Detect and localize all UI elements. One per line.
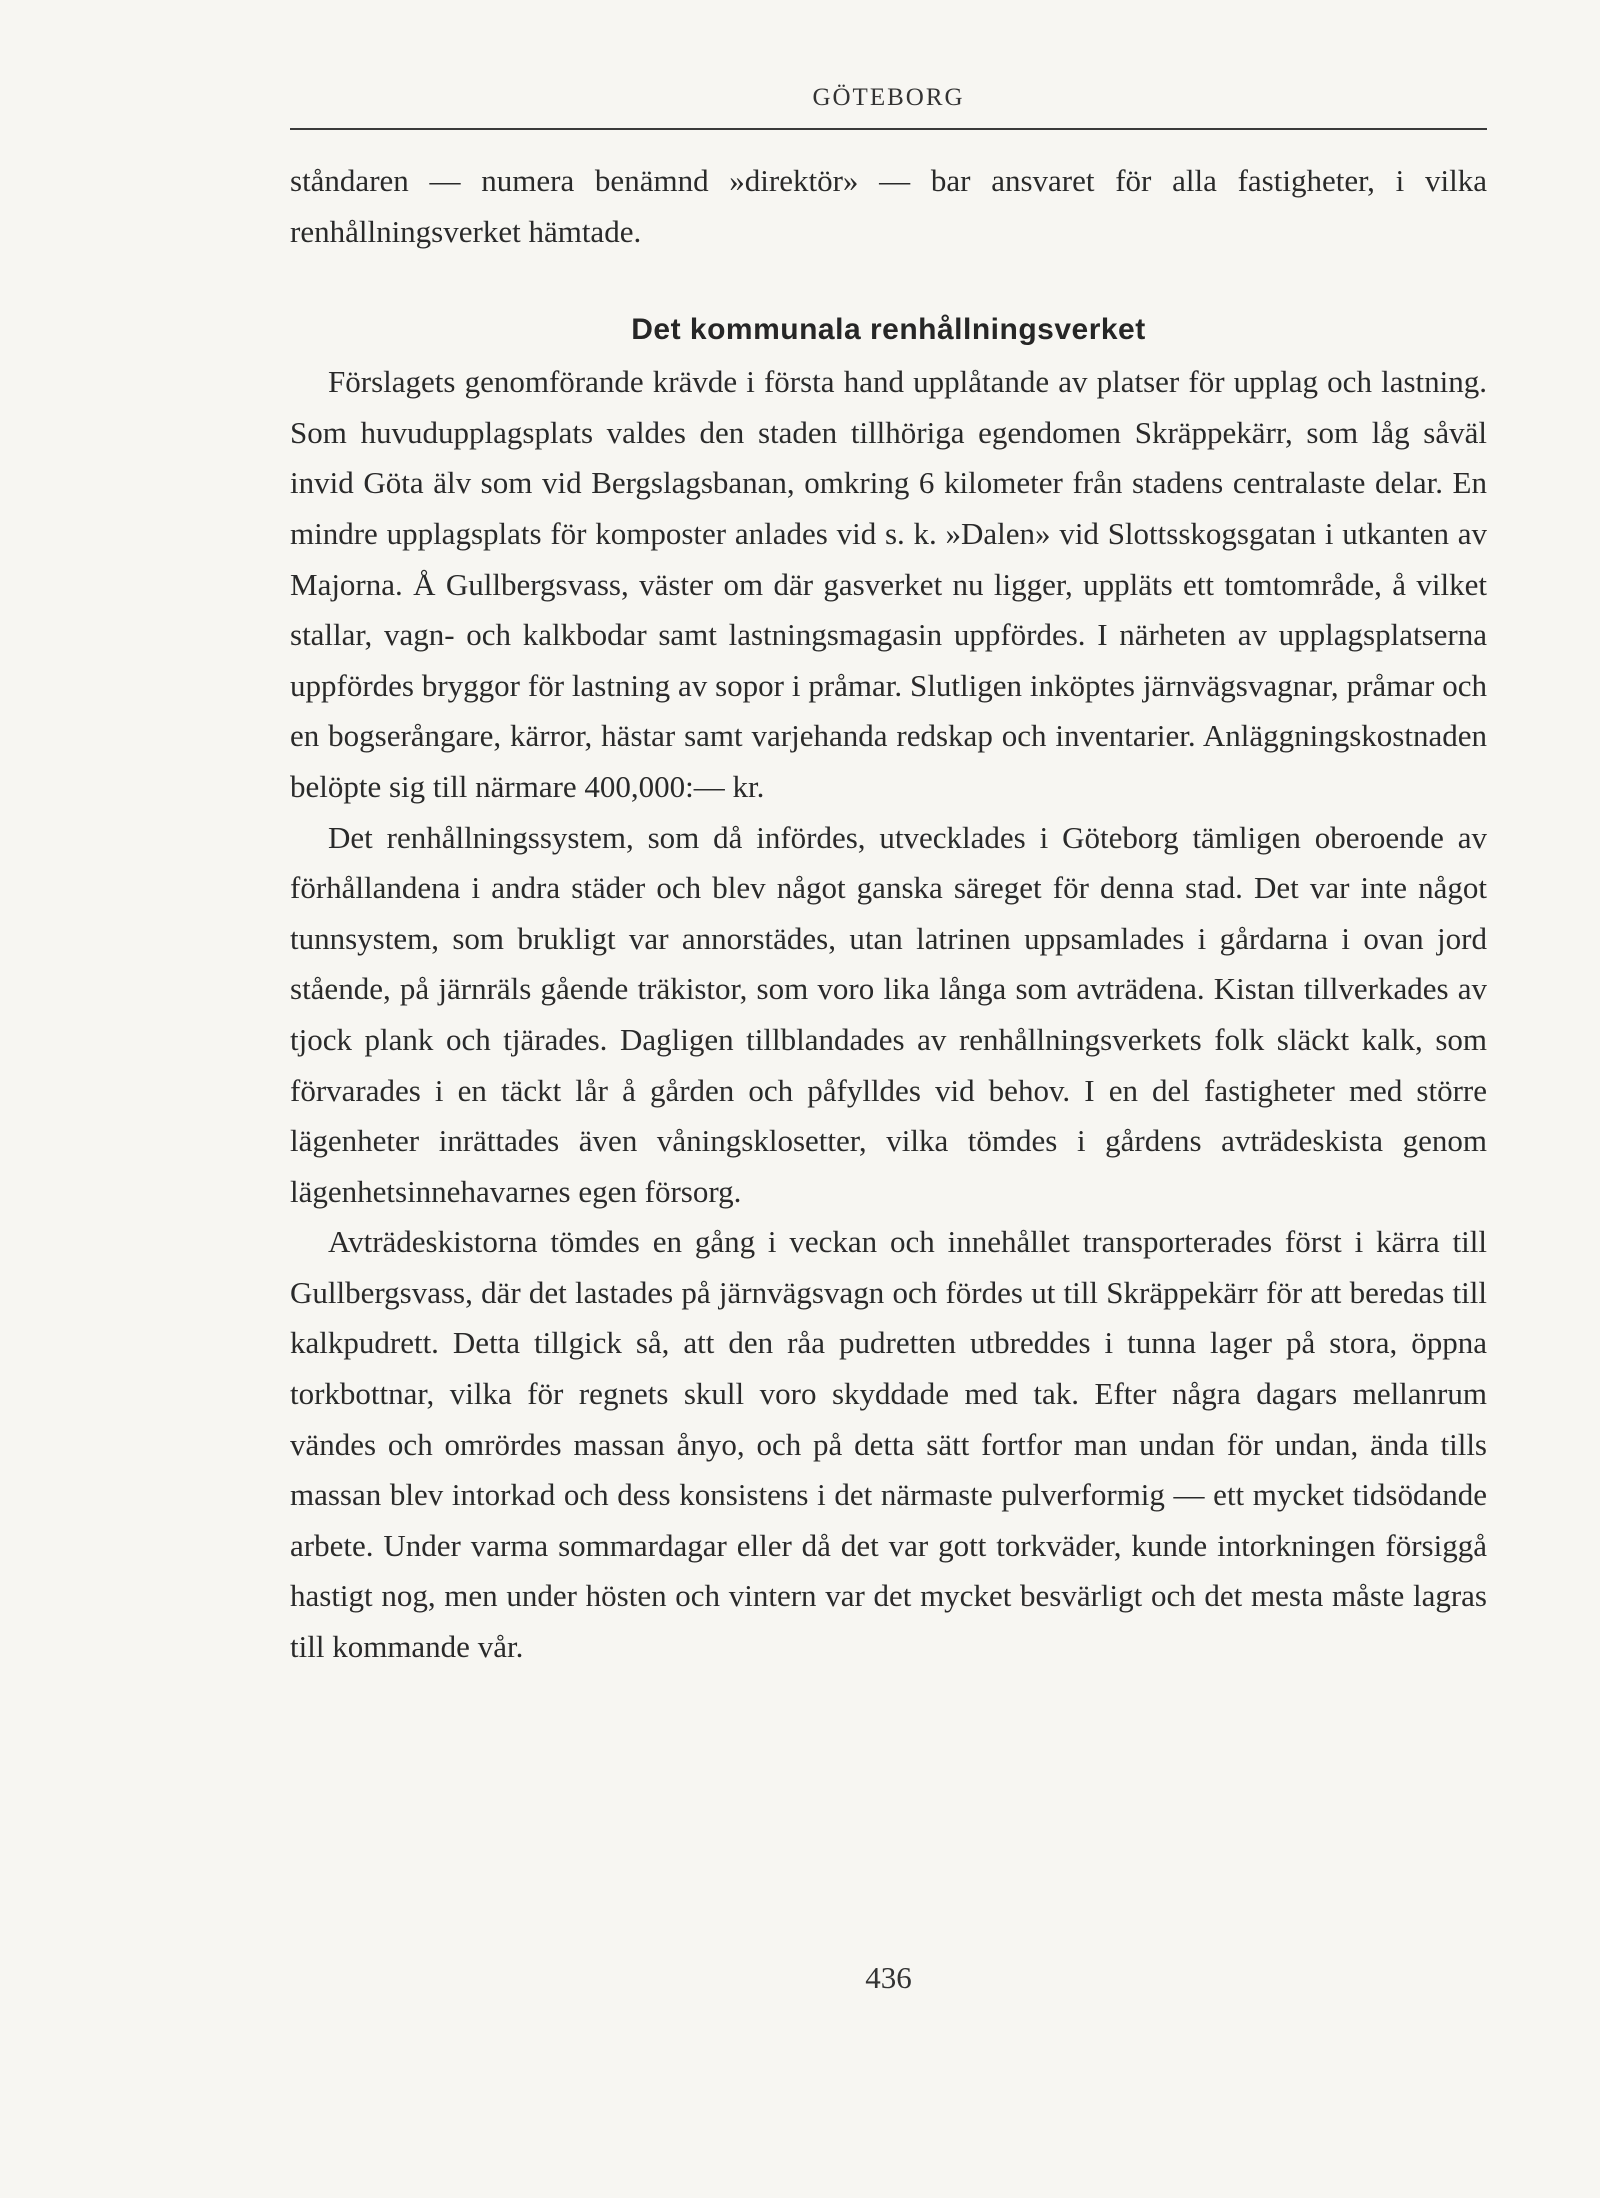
paragraph-1: Förslagets genomförande krävde i första hand upplåtande av platser för upplag och lastning. Som huvudupplagsplats valdes den staden tillhöriga egendomen Skräppekärr, som låg såväl invid Göta älv som vid Bergslagsbanan, omkring 6 kilometer från stadens centralaste delar. En mindre upplagsplats för komposter anlades vid s. k. »Dalen» vid Slottsskogsgatan i utkanten av Majorna. Å Gullbergsvass, väster om där gasverket nu ligger, uppläts ett tomtområde, å vilket stallar, vagn- och kalkbodar samt lastningsmagasin uppfördes. I närheten av upplagsplatserna uppfördes bryggor för lastning av sopor i pråmar. Slutligen inköptes järnvägsvagnar, pråmar och en bogserångare, kärror, hästar samt varjehanda redskap och inventarier. Anläggningskostnaden belöpte sig till närmare 400,000:— kr. xyxy=(290,364,1487,804)
body-text xyxy=(290,156,1487,1673)
section-heading: Det kommunala renhållningsverket xyxy=(631,313,1146,347)
header-rule xyxy=(290,128,1487,130)
opening-paragraph: ståndaren — numera benämnd »direktör» — bar ansvaret för alla fastigheter, i vilka renhållningsverket hämtade. xyxy=(290,163,1487,249)
paragraph-2: Det renhållningssystem, som då infördes, utvecklades i Göteborg tämligen oberoende av förhållandena i andra städer och blev något ganska säreget för denna stad. Det var inte något tunnsystem, som brukligt var annorstädes, utan latrinen uppsamlades i gårdarna i ovan jord stående, på järnräls gående träkistor, som voro lika långa som avträdena. Kistan tillverkades av tjock plank och tjärades. Dagligen tillblandades av renhållningsverkets folk släckt kalk, som förvarades i en täckt lår å gården och påfylldes vid behov. I en del fastigheter med större lägenheter inrättades även våningsklosetter, vilka tömdes i gårdens avträdeskista genom lägenhetsinnehavarnes egen försorg. xyxy=(290,819,1487,1209)
page-number: 436 xyxy=(865,1960,912,1995)
paragraph-3: Avträdeskistorna tömdes en gång i veckan och innehållet transporterades först i kärra till Gullbergsvass, där det lastades på järnvägsvagn och fördes ut till Skräppekärr för att beredas till kalkpudrett. Detta tillgick så, att den råa pudretten utbreddes i tunna lager på stora, öppna torkbottnar, vilka för regnets skull voro skyddade med tak. Efter några dagars mellanrum vändes och omrördes massan ånyo, och på detta sätt fortfor man undan för undan, ända tills massan blev intorkad och dess konsistens i det närmaste pulverformig — ett mycket tidsödande arbete. Under varma sommardagar eller då det var gott torkväder, kunde intorkningen försiggå hastigt nog, men under hösten och vintern var det mycket besvärligt och det mesta måste lagras till kommande vår. xyxy=(290,1224,1487,1665)
spacer xyxy=(290,257,1487,303)
running-head-title: GÖTEBORG xyxy=(812,84,965,111)
